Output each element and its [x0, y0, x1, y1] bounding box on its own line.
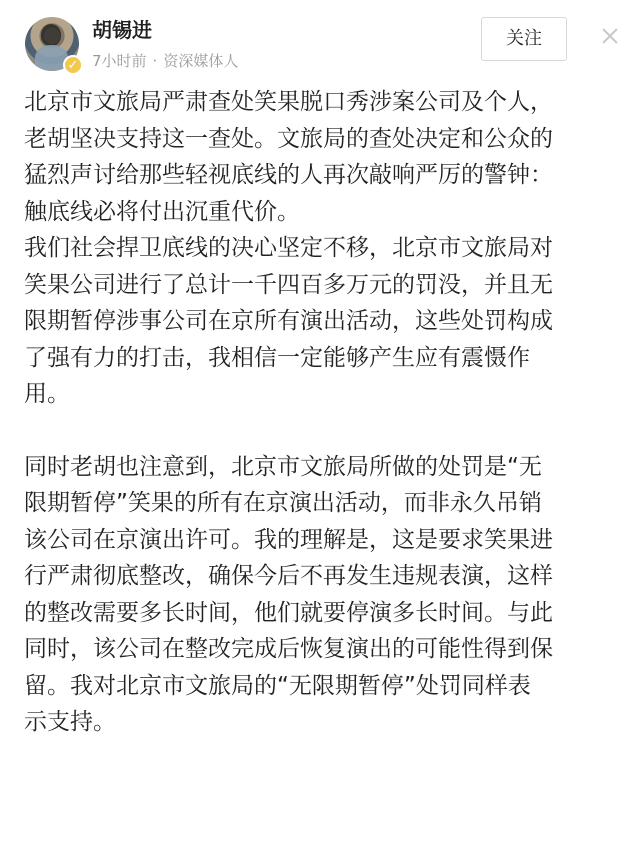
post-meta	[92, 51, 238, 71]
post-header	[0, 0, 640, 84]
post-content	[24, 84, 632, 741]
follow-button[interactable]: 关注	[481, 17, 567, 61]
meta-separator: ·	[152, 52, 158, 70]
author-description: 资深媒体人	[163, 52, 239, 70]
post-paragraph: 我们社会捍卫底线的决心坚定不移，北京市文旅局对 笑果公司进行了总计一千四百多万元的罚没，并且无 限期暂停涉事公司在京所有演出活动，这些处罚构成 了强有力的打击，我相信一定能够产生应有震慑作 用。	[24, 235, 553, 407]
author-name[interactable]: 胡锡进	[92, 18, 152, 42]
post-time: 7小时前	[92, 52, 147, 70]
post-paragraph: 北京市文旅局严肃查处笑果脱口秀涉案公司及个人， 老胡坚决支持这一查处。文旅局的查处决定和公众的 猛烈声讨给那些轻视底线的人再次敲响严厉的警钟： 触底线必将付出沉重代价。	[24, 89, 553, 225]
verified-badge-icon: ✓	[63, 55, 83, 75]
close-icon[interactable]	[599, 25, 621, 47]
post-paragraph: 同时老胡也注意到，北京市文旅局所做的处罚是“无 限期暂停”笑果的所有在京演出活动，而非永久吊销 该公司在京演出许可。我的理解是，这是要求笑果进 行严肃彻底整改，确保今后不再发生违规表演，这样 的整改需要多长时间，他们就要停演多长时间。与此 同时，该公司在整改完成后恢复演出的可能性得到保 留。我对北京市文旅局的“无限期暂停”处罚同样表 示支持。	[24, 453, 553, 735]
